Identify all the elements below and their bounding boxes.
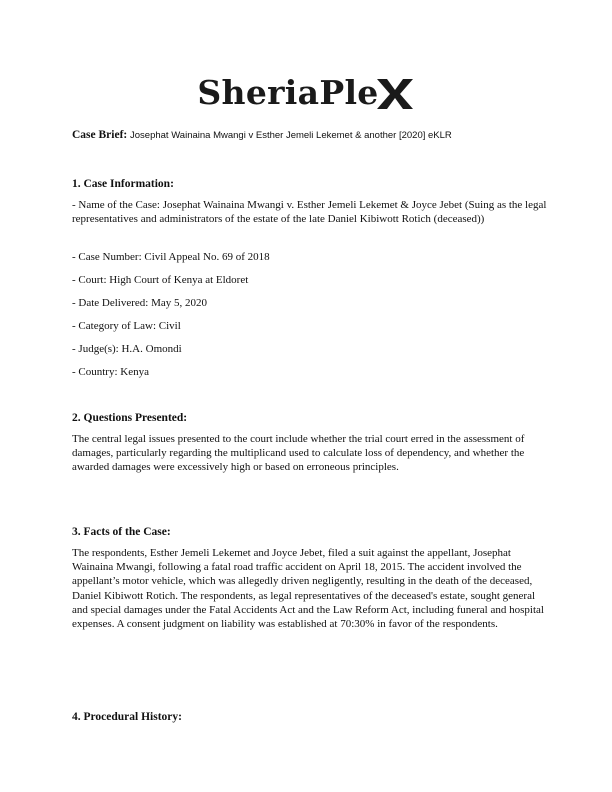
procedural-history-heading: 4. Procedural History: (72, 711, 182, 723)
case-information-heading: 1. Case Information: (72, 178, 174, 190)
case-name-item: - Name of the Case: Josephat Wainaina Mwangi v. Esther Jemeli Lekemet & Joyce Jebet (Suing as the legal representatives and administrators of the estate of the late Daniel Kibiwott Rotich (deceased)) (72, 199, 547, 226)
logo-x-mark-icon (375, 73, 415, 113)
facts-heading: 3. Facts of the Case: (72, 526, 171, 538)
logo-text: SheriaPle (197, 73, 379, 112)
case-brief-title: Josephat Wainaina Mwangi v Esther Jemeli Lekemet & another [2020] eKLR (130, 130, 452, 141)
category-of-law-item: - Category of Law: Civil (72, 320, 181, 332)
case-number-item: - Case Number: Civil Appeal No. 69 of 2018 (72, 251, 270, 263)
questions-presented-heading: 2. Questions Presented: (72, 412, 188, 424)
judges-item: - Judge(s): H.A. Omondi (72, 343, 182, 355)
court-item: - Court: High Court of Kenya at Eldoret (72, 274, 249, 286)
sheriaplex-logo (0, 73, 612, 113)
country-item: - Country: Kenya (72, 366, 149, 378)
facts-text: The respondents, Esther Jemeli Lekemet and Joyce Jebet, filed a suit against the appellant, Josephat Wainaina Mwangi, following a fatal road traffic accident on April 18, 2015. The accident involved the appellant’s motor vehicle, which was allegedly driven negligently, resulting in the death of the deceased, Daniel Kibiwott Rotich. The respondents, as legal representatives of the deceased's estate, sought general and special damages under the Fatal Accidents Act and the Law Reform Act, including funeral and hospital expenses. A consent judgment on liability was established at 70:30% in favor of the respondents. (72, 547, 544, 631)
case-brief-line (72, 128, 542, 143)
date-delivered-item: - Date Delivered: May 5, 2020 (72, 297, 208, 309)
case-brief-label: Case Brief: (72, 129, 128, 141)
questions-presented-text: The central legal issues presented to the court include whether the trial court erred in the assessment of damages, particularly regarding the multiplicand used to calculate loss of dependency, and whether the awarded damages were excessively high or based on erroneous principles. (72, 433, 525, 474)
